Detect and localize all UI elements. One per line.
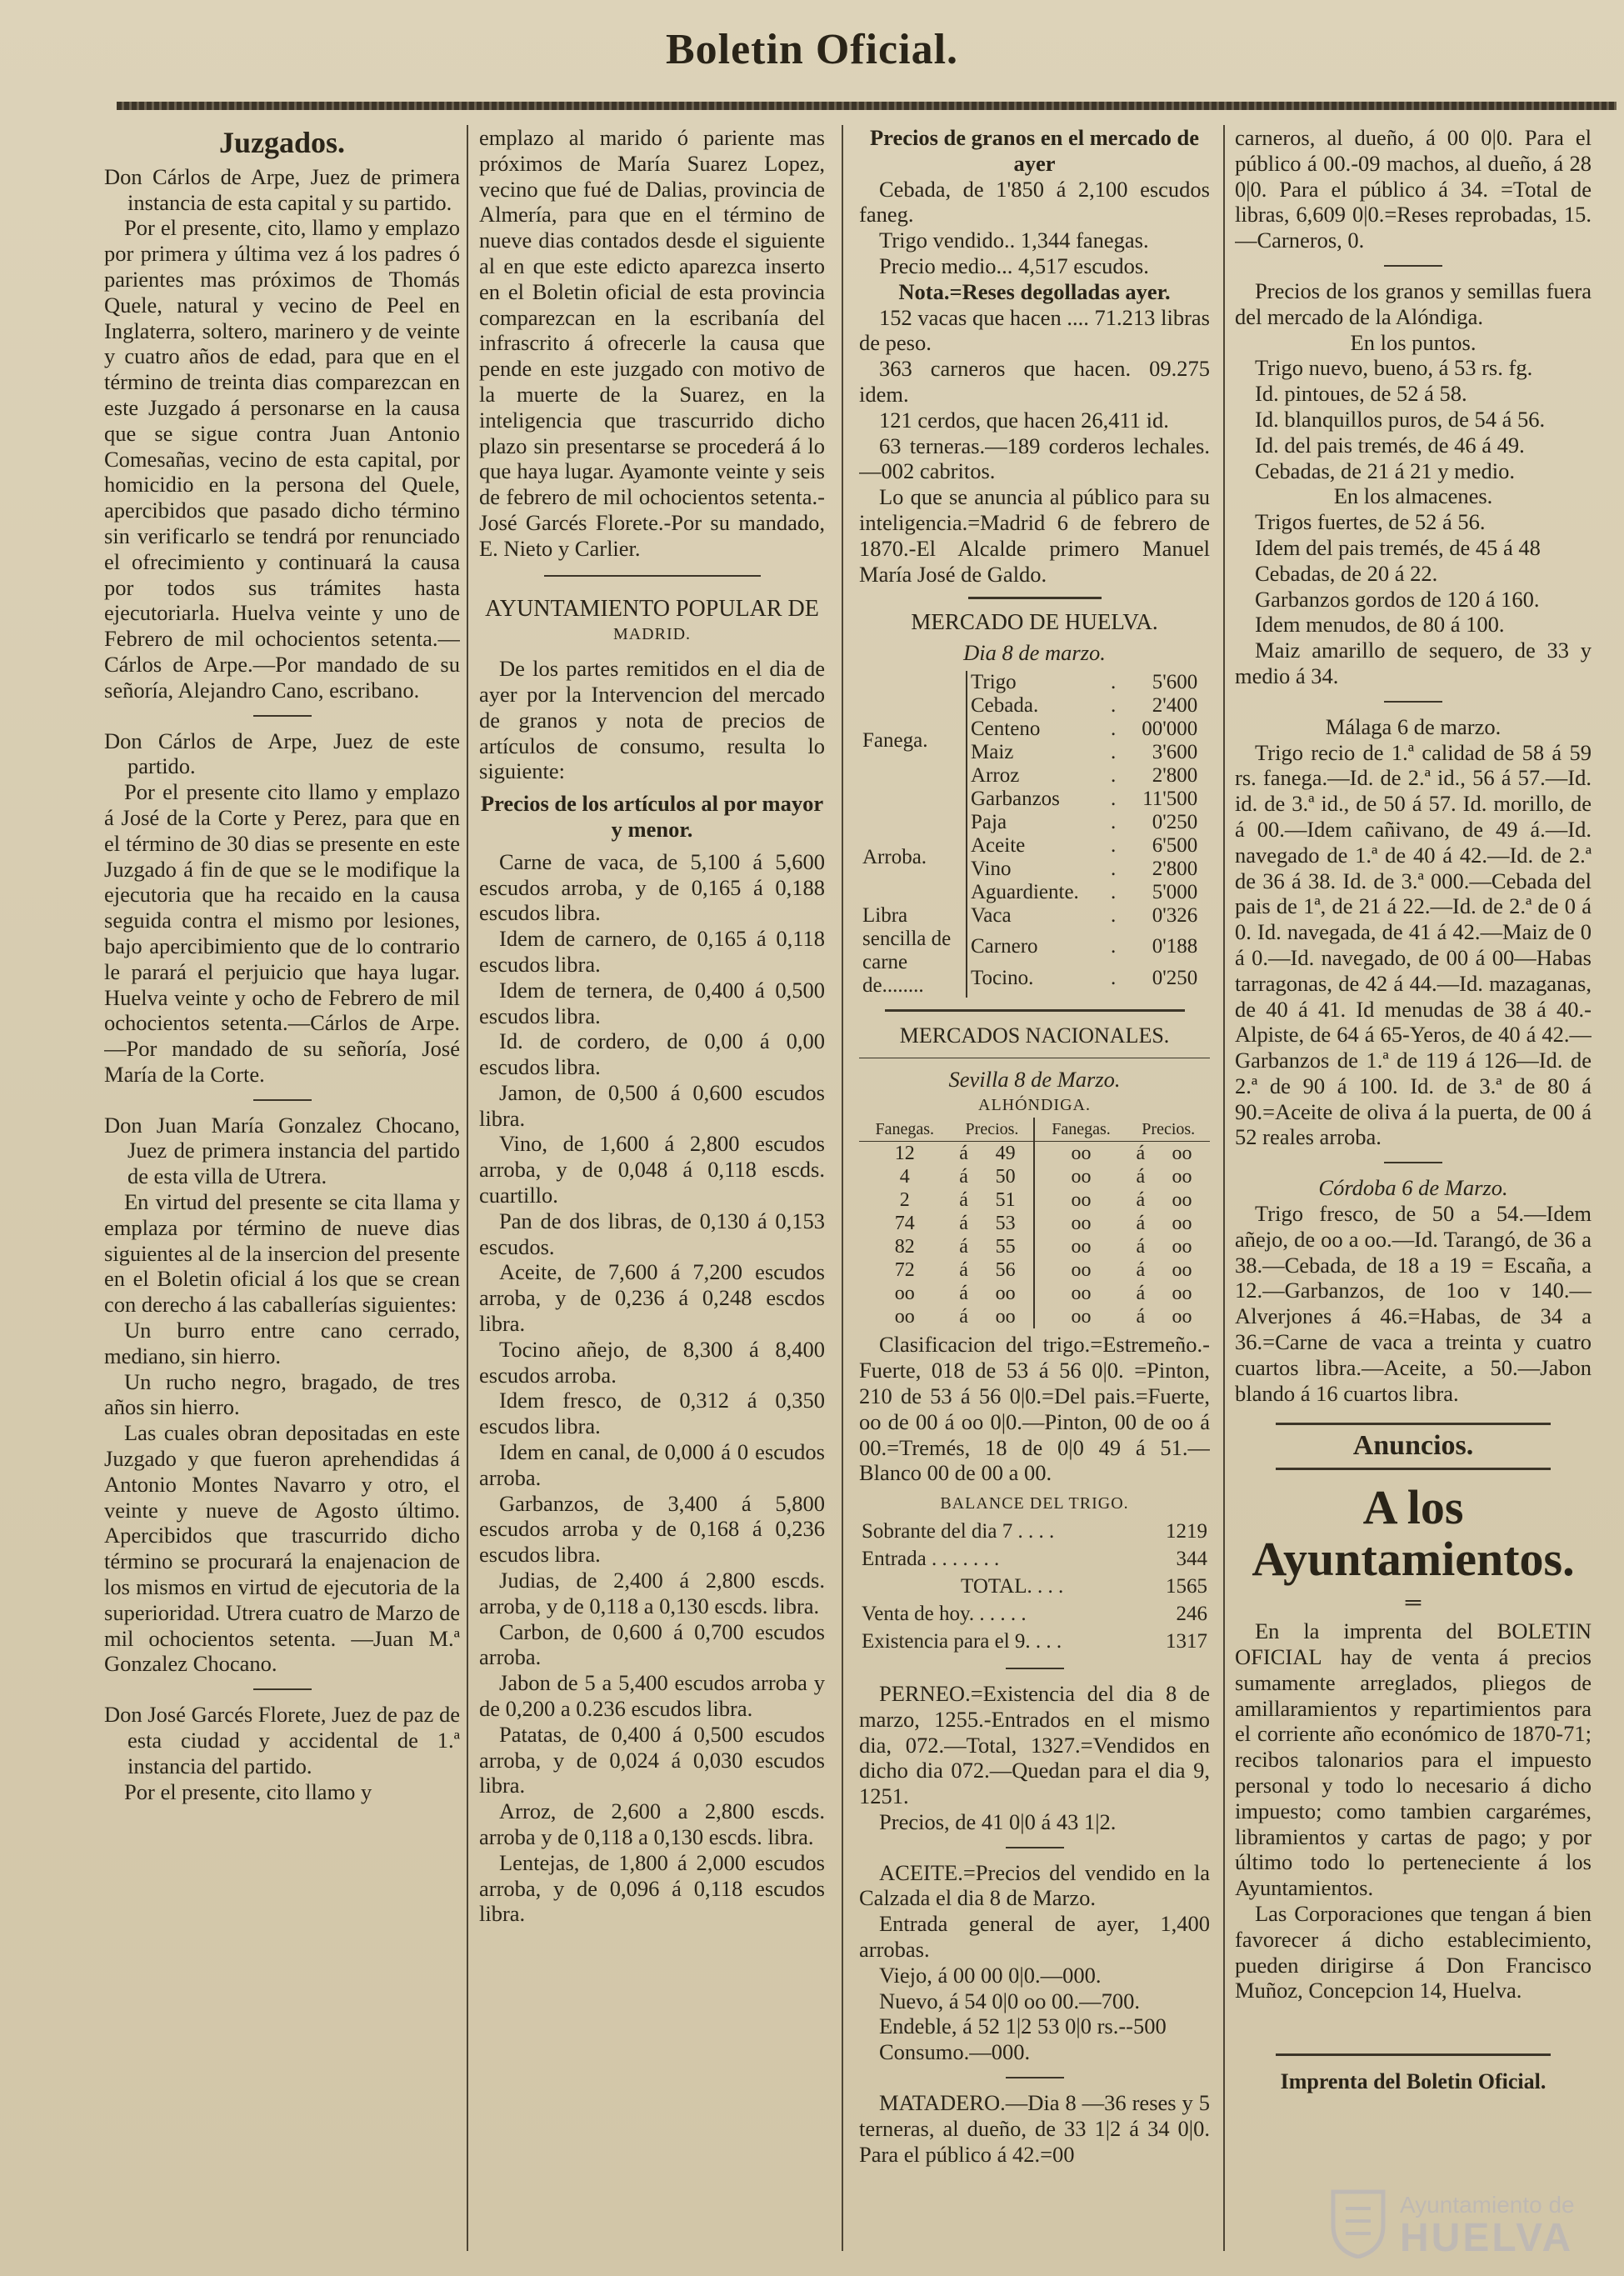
separator: [1276, 1468, 1551, 1470]
puntos-item: Cebadas, de 21 á 21 y medio.: [1255, 458, 1516, 483]
section-heading-anuncios: Anuncios.: [1352, 1430, 1474, 1462]
dots: .: [1111, 740, 1117, 763]
price-item: Patatas, de 0,400 á 0,500 escudos arroba, y de 0,024 á 0,030 escudos libra.: [479, 1721, 825, 1798]
balance-value: 344: [1176, 1547, 1207, 1570]
puntos-item: Id. pintoues, de 52 á 58.: [1255, 381, 1467, 407]
price-item: Tocino añejo, de 8,300 á 8,400 escudos arroba.: [479, 1336, 825, 1388]
market-price: 0'250: [1152, 966, 1198, 989]
reses-line: 152 vacas que hacen .... 71.213 libras de peso.: [859, 304, 1210, 356]
dots: .: [1111, 857, 1117, 880]
price-item: Idem de ternera, de 0,400 á 0,500 escudos libra.: [479, 977, 825, 1028]
price-item: Idem en canal, de 0,000 á 0 escudos arroba.: [479, 1439, 825, 1490]
cordoba-text: Trigo fresco, de 50 a 54.—Idem añejo, de oo a oo.—Id. Tarangó, de 36 a 38.—Cebada, de 18 a 19 = Escaña, a 12.—Garbanzos, de 1oo v 140.—Alverjones á 46.=Habas, de 34 a 36.=Carne de vaca a treinta y cuatro cuartos libra.—Aceite, a 50.—Jabon blando á 16 cuartos libra.: [1235, 1201, 1592, 1406]
edict-title: Don Juan María Gonzalez Chocano, Juez de primera instancia del partido de esta villa de Utrera.: [104, 1112, 460, 1189]
edict-text: En virtud del presente se cita llama y emplaza por término de nueve dias siguientes al de la insercion del presente en el Boletin oficial á los que se crean con derecho á las caballerías siguientes:: [104, 1189, 460, 1318]
al-cell: á: [1136, 1236, 1146, 1258]
separator: [1384, 701, 1442, 703]
market-item: Tocino.: [971, 966, 1034, 989]
granos-line: Cebada, de 1'850 á 2,100 escudos faneg.: [859, 176, 1210, 228]
al-cell: á: [959, 1143, 968, 1165]
market-item: Paja: [971, 810, 1007, 833]
aceite-line: Nuevo, á 54 0|0 oo 00.—700.: [879, 1988, 1140, 2013]
separator: [1006, 1668, 1064, 1669]
al-cell: 53: [995, 1213, 1016, 1235]
al-cell: oo: [894, 1306, 915, 1328]
imprenta-footer: Imprenta del Boletin Oficial.: [1280, 2069, 1547, 2094]
dots: .: [1111, 787, 1117, 810]
huelva-date: Dia 8 de marzo.: [963, 640, 1106, 666]
al-cell: á: [959, 1236, 968, 1258]
aceite-line: Consumo.—000.: [879, 2039, 1031, 2065]
al-cell: á: [1136, 1189, 1146, 1212]
al-cell: oo: [1034, 1212, 1127, 1235]
ayuntamientos-heading: A los Ayuntamientos.: [1252, 1480, 1575, 1587]
al-cell: 12: [894, 1143, 915, 1165]
watermark-seal: [1317, 2183, 1600, 2258]
separator: [253, 1099, 312, 1101]
price-item: Pan de dos libras, de 0,130 á 0,153 escudos.: [479, 1208, 825, 1259]
al-cell: oo: [1034, 1282, 1127, 1305]
market-item: Vaca: [971, 903, 1012, 927]
balance-value: 1317: [1166, 1629, 1207, 1653]
al-cell: 56: [995, 1259, 1016, 1282]
column-4: [1235, 125, 1592, 2259]
market-price: 00'000: [1142, 717, 1198, 740]
market-item: Carnero: [971, 935, 1038, 958]
anuncio-text: En la imprenta del BOLETIN OFICIAL hay de venta á precios sumamente arreglados, pliegos de amillaramientos y repartimientos para el corriente año económico de 1870-71; recibos talonarios para el impuesto personal y todo lo necesario á dicho impuesto; como tambien cargarémes, libramientos y cartas de pago; y por último todo lo perteneciente á los Ayuntamientos.: [1235, 1618, 1592, 1901]
double-dash: ═: [1405, 1590, 1422, 1615]
market-item: Aceite: [971, 833, 1026, 857]
market-item: Cebada.: [971, 693, 1039, 717]
price-item: Arroz, de 2,600 a 2,800 escds. arroba y de 0,118 a 0,130 escds. libra.: [479, 1798, 825, 1849]
price-item: Carne de vaca, de 5,100 á 5,600 escudos arroba, y de 0,165 á 0,188 escudos libra.: [479, 848, 825, 926]
alhondiga-table: [859, 1118, 1210, 1328]
dots: .: [1111, 810, 1117, 833]
al-cell: 49: [995, 1143, 1016, 1165]
separator: [1276, 2053, 1551, 2056]
price-item: Idem de carnero, de 0,165 á 0,118 escudos libra.: [479, 926, 825, 977]
al-cell: oo: [1034, 1165, 1127, 1188]
granos-heading: Precios de granos en el mercado de ayer: [870, 125, 1199, 176]
al-header: Fanegas.: [1034, 1118, 1127, 1142]
section-subheading-madrid: MADRID.: [612, 625, 692, 644]
balance-value: 1565: [1166, 1574, 1207, 1598]
al-cell: á: [1136, 1259, 1146, 1282]
crest-icon: [1325, 2183, 1392, 2258]
separator: [1006, 2077, 1064, 2078]
almacenes-heading: En los almacenes.: [1333, 483, 1493, 509]
section-heading-juzgados: Juzgados.: [218, 126, 346, 159]
al-cell: á: [1136, 1306, 1146, 1328]
dots: .: [1111, 903, 1117, 927]
dots: .: [1111, 670, 1117, 693]
market-price: 2'400: [1152, 693, 1198, 717]
market-item: Garbanzos: [971, 787, 1060, 810]
group-label: Arroba.: [859, 811, 967, 904]
almacenes-item: Idem del pais tremés, de 45 á 48: [1255, 534, 1541, 560]
edict-text: Un rucho negro, bragado, de tres años sin hierro.: [104, 1368, 460, 1420]
puntos-item: Id. del pais tremés, de 46 á 49.: [1255, 432, 1525, 458]
aceite-line: Endeble, á 52 1|2 53 0|0 rs.--500: [879, 2013, 1167, 2039]
al-cell: 50: [995, 1166, 1016, 1188]
separator: [1276, 1423, 1551, 1425]
edict-text: Por el presente cito llamo y emplazo á José de la Corte y Perez, para que en el término de 30 dias se presente en este Juzgado á fin de que se le modifique la ejecutoria que ha recaido en la causa seguida contra el mismo por lesiones, bajo apercibimiento que de lo contrario le parará el perjuicio que haya lugar. Huelva veinte y ocho de Febrero de mil ochocientos setenta.—Cárlos de Arpe.—Por mandado de su señoría, José María de la Corte.: [104, 779, 460, 1087]
price-item: Aceite, de 7,600 á 7,200 escudos arroba, y de 0,236 á 0,248 escdos libra.: [479, 1259, 825, 1337]
separator: [1384, 265, 1442, 267]
page-title: Boletin Oficial.: [665, 26, 959, 73]
perneo: PERNEO.=Existencia del dia 8 de marzo, 1255.-Entrados en el mismo dia, 072.—Total, 1327.=Vendidos en dicho dia 072.—Quedan para el dia 9, 1251.: [859, 1680, 1210, 1809]
separator: [1006, 1847, 1064, 1848]
market-price: 0'326: [1152, 903, 1198, 927]
price-list: [479, 849, 825, 1927]
al-cell: oo: [1172, 1213, 1192, 1235]
perneo-precios: Precios, de 41 0|0 á 43 1|2.: [879, 1808, 1117, 1834]
balance-heading: BALANCE DEL TRIGO.: [940, 1494, 1129, 1513]
edict-title: Don José Garcés Florete, Juez de paz de esta ciudad y accidental de 1.ª instancia del partido.: [104, 1702, 460, 1778]
reses-line: 121 cerdos, que hacen 26,411 id.: [879, 407, 1169, 433]
aceite: ACEITE.=Precios del vendido en la Calzada el dia 8 de Marzo.: [859, 1859, 1210, 1911]
al-cell: oo: [1172, 1166, 1192, 1188]
balance-label: Entrada . . . . . . .: [862, 1547, 1000, 1570]
al-cell: oo: [1034, 1188, 1127, 1212]
aceite-line: Viejo, á 00 00 0|0.—000.: [879, 1962, 1102, 1988]
almacenes-item: Idem menudos, de 80 á 100.: [1255, 612, 1505, 638]
market-price: 3'600: [1152, 740, 1198, 763]
separator: [253, 715, 312, 717]
price-item: Garbanzos, de 3,400 á 5,800 escudos arroba y de 0,168 á 0,236 escudos libra.: [479, 1490, 825, 1568]
huelva-table: [859, 671, 1201, 998]
al-cell: 74: [894, 1213, 915, 1235]
al-cell: oo: [1172, 1259, 1192, 1282]
al-cell: 82: [894, 1236, 915, 1258]
price-item: Jabon de 5 a 5,400 escudos arroba y de 0,200 a 0.236 escudos libra.: [479, 1670, 825, 1722]
matadero: MATADERO.—Dia 8 —36 reses y 5 terneras, al dueño, de 33 1|2 á 34 0|0. Para el público á 42.=00: [859, 2090, 1210, 2167]
market-item: Trigo: [971, 670, 1017, 693]
almacenes-item: Maiz amarillo de sequero, de 33 y medio á 34.: [1235, 638, 1592, 688]
al-cell: á: [959, 1189, 968, 1212]
cordoba-heading: Córdoba 6 de Marzo.: [1318, 1175, 1508, 1201]
al-cell: á: [1136, 1283, 1146, 1305]
edict-text: Un burro entre cano cerrado, mediano, sin hierro.: [104, 1318, 460, 1368]
almacenes-item: Cebadas, de 20 á 22.: [1255, 560, 1438, 586]
al-cell: oo: [894, 1283, 915, 1305]
al-cell: á: [959, 1166, 968, 1188]
price-item: Carbon, de 0,600 á 0,700 escudos arroba.: [479, 1618, 825, 1670]
market-price: 6'500: [1152, 833, 1198, 857]
al-cell: á: [959, 1306, 968, 1328]
al-cell: oo: [1034, 1305, 1127, 1328]
granos-line: Trigo vendido.. 1,344 fanegas.: [879, 228, 1149, 253]
al-cell: oo: [1172, 1189, 1192, 1212]
price-item: Jamon, de 0,500 á 0,600 escudos libra.: [479, 1079, 825, 1131]
granos-line: Precio medio... 4,517 escudos.: [879, 253, 1149, 278]
dots: .: [1111, 880, 1117, 903]
balance-label: Sobrante del dia 7 . . . .: [862, 1519, 1055, 1543]
malaga-heading: Málaga 6 de marzo.: [1325, 713, 1502, 739]
nacionales-heading: MERCADOS NACIONALES.: [899, 1023, 1170, 1048]
anuncio-text: Las Corporaciones que tengan á bien favorecer á dicho establecimiento, pueden dirigirse á Don Francisco Muñoz, Concepcion 14, Huelva.: [1235, 1901, 1592, 2003]
balance-label: Venta de hoy. . . . . .: [862, 1602, 1027, 1625]
al-header: Precios.: [1127, 1118, 1211, 1142]
column-2: [479, 125, 825, 2259]
sevilla-date: Sevilla 8 de Marzo.: [948, 1066, 1121, 1092]
dots: .: [1111, 935, 1117, 958]
price-item: Id. de cordero, de 0,00 á 0,00 escudos libra.: [479, 1028, 825, 1080]
al-cell: á: [1136, 1166, 1146, 1188]
separator: [544, 575, 761, 577]
matadero-continuation: carneros, al dueño, á 00 0|0. Para el público á 00.-09 machos, al dueño, á 28 0|0. Para el público á 34. =Total de libras, 6,609 0|0.=Reses reprobadas, 15.—Carneros, 0.: [1235, 125, 1592, 253]
price-item: Idem fresco, de 0,312 á 0,350 escudos libra.: [479, 1388, 825, 1439]
al-cell: 4: [899, 1166, 910, 1188]
column-1: [104, 125, 460, 2259]
market-price: 11'500: [1142, 787, 1198, 810]
reses-line: Lo que se anuncia al público para su inteligencia.=Madrid 6 de febrero de 1870.-El Alcalde primero Manuel María José de Galdo.: [859, 484, 1210, 587]
al-cell: oo: [1172, 1283, 1192, 1305]
almacenes-item: Garbanzos gordos de 120 á 160.: [1255, 586, 1540, 612]
al-cell: á: [1136, 1213, 1146, 1235]
edict-text: Las cuales obran depositadas en este Juzgado y que fueron aprehendidas á Antonio Montes Navarro y otro, el veinte y nueve de Agosto último. Apercibidos que trascurrido dicho término se procurará la enajenacion de los mismos en virtud de ejecutoria de la superioridad. Utrera cuatro de Marzo de mil ochocientos setenta. —Juan M.ª Gonzalez Chocano.: [104, 1420, 460, 1677]
al-cell: oo: [1172, 1306, 1192, 1328]
edict-continuation: emplazo al marido ó pariente mas próximos de María Suarez Lopez, vecino que fué de Dalias, provincia de Almería, para que en el término de nueve dias contados desde el siguiente al en que este edicto aparezca inserto en el Boletin oficial de esta provincia comparezcan en la escribanía del infrascrito á ofrecerle la causa que pende en este juzgado con motivo de la muerte de la Suarez, en la inteligencia que trascurrido dicho plazo sin presentarse se procederá á lo que haya lugar. Ayamonte veinte y seis de febrero de mil ochocientos setenta.-José Garcés Florete.-Por su mandado, E. Nieto y Carlier.: [479, 125, 825, 561]
reses-line: 363 carneros que hacen. 09.275 idem.: [859, 356, 1210, 407]
malaga-text: Trigo recio de 1.ª calidad de 58 á 59 rs. fanega.—Id. de 2.ª id., 56 á 57.—Id. id. de 3.ª id., de 50 á 57. Id. morillo, de á 00.—Idem cañivano, de 49 á.—Id. navegado de 1.ª de 40 á 42.—Id. de 2.ª de 36 á 38. Id. de 3.ª 000.—Cebada del pais de 1ª, de 21 á 22.—Id. de 2.ª de 0 á 0. Id. navegada, de 41 á 42.—Maiz de 0 á 0.—Id. navegado, de 00 á 00—Habas tarragonas, de 42 á 44.—Id. mazaganas, de 40 á 41. Id menudas de 38 á 40.-Alpiste, de 64 á 65-Yeros, de 40 á 42.—Garbanzos de 1.ª de 119 á 126—Id. de 2.ª de 90 á 100. Id. de 3.ª de 80 á 90.=Aceite de oliva á la puerta, de 00 á 52 reales arroba.: [1235, 739, 1592, 1150]
al-cell: oo: [995, 1283, 1016, 1305]
market-price: 2'800: [1152, 857, 1198, 880]
clasificacion-trigo: Clasificacion del trigo.=Estremeño.-Fuerte, 018 de 53 á 56 0|0. =Pinton, 210 de 53 á 56 0|0.=Del pais.=Fuerte, oo de 00 á oo 0|0.—Pinton, 00 de oo á 00.=Tremés, 18 de 0|0 49 á 51.—Blanco 00 de 00 a 00.: [859, 1332, 1210, 1486]
almacenes-item: Trigos fuertes, de 52 á 56.: [1255, 509, 1486, 535]
market-price: 5'600: [1152, 670, 1198, 693]
al-cell: oo: [1034, 1235, 1127, 1258]
separator: [1384, 1162, 1442, 1163]
balance-value: 246: [1176, 1602, 1207, 1625]
edict-text: Por el presente, cito, llamo y emplazo por primera y última vez á los padres ó parientes mas próximos de Thomás Quele, natural y vecino de Peel en Inglaterra, soltero, marinero y de veinte y cuatro años de edad, para que en el término de treinta dias comparezcan en este Juzgado á personarse en la causa que se sigue contra Juan Antonio Comesañas, vecino de esta capital, por homicidio en la persona del Quele, apercibidos que pasado dicho término sin verificarlo se tendrá por renunciado el ofrecimiento y continuará la causa por todos sus trámites hasta ejecutoriarla. Huelva veinte y uno de Febrero de mil ochocientos setenta.—Cárlos de Arpe.—Por mandado de su señoría, Alejandro Cano, escribano.: [104, 215, 460, 703]
puntos-item: Id. blanquillos puros, de 54 á 56.: [1255, 406, 1546, 432]
madrid-intro: De los partes remitidos en el dia de ayer por la Intervencion del mercado de granos y nota de precios de artículos de consumo, resulta lo siguiente:: [479, 656, 825, 784]
column-divider: [1223, 125, 1225, 2251]
group-label: Fanega.: [859, 671, 967, 811]
balance-table: [859, 1517, 1210, 1656]
al-cell: oo: [1034, 1142, 1127, 1166]
al-cell: 51: [995, 1189, 1016, 1212]
al-header: Fanegas.: [859, 1118, 951, 1142]
al-cell: oo: [1034, 1258, 1127, 1282]
puntos-item: Trigo nuevo, bueno, á 53 rs. fg.: [1255, 355, 1533, 381]
al-cell: oo: [1172, 1236, 1192, 1258]
header-rule: [117, 102, 1617, 110]
al-cell: 55: [995, 1236, 1016, 1258]
edict-text: Por el presente, cito llamo y: [124, 1778, 372, 1804]
al-cell: oo: [1172, 1143, 1192, 1165]
puntos-heading: En los puntos.: [1350, 329, 1477, 355]
market-item: Aguardiente.: [971, 880, 1079, 903]
dots: .: [1111, 717, 1117, 740]
market-item: Maiz: [971, 740, 1014, 763]
nota-reses: Nota.=Reses degolladas ayer.: [898, 278, 1171, 304]
price-item: Judias, de 2,400 á 2,800 escds. arroba, y de 0,118 a 0,130 escds. libra.: [479, 1568, 825, 1618]
market-item: Centeno: [971, 717, 1041, 740]
edict-title: Don Cárlos de Arpe, Juez de primera instancia de esta capital y su partido.: [104, 163, 460, 215]
dots: .: [1111, 763, 1117, 787]
precios-heading: Precios de los artículos al por mayor y menor.: [480, 791, 824, 842]
separator: [968, 597, 1102, 599]
group-label: Libra sencilla de carne de........: [859, 904, 967, 998]
al-cell: 72: [894, 1259, 915, 1282]
aceite-line: Entrada general de ayer, 1,400 arrobas.: [859, 1911, 1210, 1963]
market-item: Vino: [971, 857, 1012, 880]
balance-value: 1219: [1166, 1519, 1207, 1543]
market-item: Arroz: [971, 763, 1020, 787]
separator: [885, 1009, 1185, 1012]
seal-line2: HUELVA: [1400, 2216, 1574, 2260]
dots: .: [1111, 833, 1117, 857]
dots: .: [1111, 966, 1117, 989]
al-cell: á: [959, 1283, 968, 1305]
market-price: 2'800: [1152, 763, 1198, 787]
price-item: Vino, de 1,600 á 2,800 escudos arroba, y de 0,048 á 0,118 escds. cuartillo.: [479, 1131, 825, 1208]
al-cell: á: [1136, 1143, 1146, 1165]
market-price: 0'250: [1152, 810, 1198, 833]
al-cell: oo: [995, 1306, 1016, 1328]
seal-line1: Ayuntamiento de: [1400, 2192, 1575, 2218]
column-divider: [842, 125, 843, 2251]
al-header: Precios.: [951, 1118, 1035, 1142]
alhondiga-heading: ALHÓNDIGA.: [978, 1095, 1091, 1114]
section-heading-ayuntamiento: AYUNTAMIENTO POPULAR DE: [485, 595, 819, 622]
precios-granos: Precios de los granos y semillas fuera del mercado de la Alóndiga.: [1235, 278, 1592, 329]
column-3: [859, 125, 1210, 2259]
balance-label: Existencia para el 9. . . .: [862, 1629, 1062, 1653]
separator: [253, 1688, 312, 1690]
al-cell: á: [959, 1259, 968, 1282]
balance-label: TOTAL. . . .: [961, 1574, 1064, 1598]
huelva-heading: MERCADO DE HUELVA.: [911, 609, 1158, 635]
edict-title: Don Cárlos de Arpe, Juez de este partido.: [104, 728, 460, 779]
price-item: Lentejas, de 1,800 á 2,000 escudos arroba, y de 0,096 á 0,118 escudos libra.: [479, 1849, 825, 1927]
market-price: 5'000: [1152, 880, 1198, 903]
al-cell: á: [959, 1213, 968, 1235]
market-price: 0'188: [1152, 935, 1198, 958]
dots: .: [1111, 693, 1117, 717]
al-cell: 2: [899, 1189, 910, 1212]
column-divider: [467, 125, 468, 2251]
reses-line: 63 terneras.—189 corderos lechales.—002 cabritos.: [859, 433, 1210, 484]
